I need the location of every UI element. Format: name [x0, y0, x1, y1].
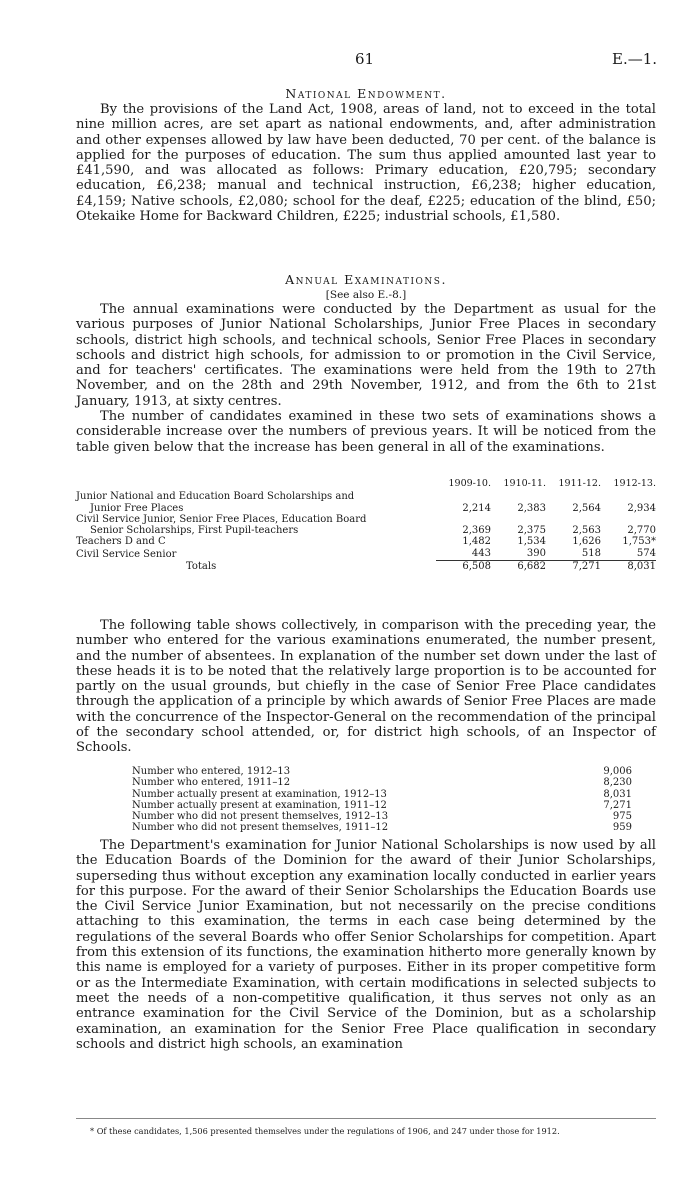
table-cell: 390	[491, 548, 546, 561]
column-header: 1912-13.	[613, 478, 656, 489]
table-cell: 2,564	[572, 502, 601, 514]
total-cell: 8,031	[627, 561, 656, 573]
stats-table-wrap	[76, 478, 656, 572]
table-row	[132, 811, 632, 822]
endowment-paragraph: By the provisions of the Land Act, 1908, areas of land, not to exceed in the total nine million acres, are set apart as national endowments, and, after administration and other expenses allowed by law have been deducted, 70 per cent. of the balance is applied for the purposes of education. The sum thus applied amounted last year to £41,590, and was allocated as follows: Primary education, £20,795; secondary education, £6,238; manual and technical instruction, £6,238; higher education, £4,159; Native schools, £2,080; school for the deaf, £225; education of the blind, £50; Otekaike Home for Backward Children, £225; industrial schools, £1,580.	[76, 102, 656, 225]
examinations-heading: Annual Examinations.	[285, 272, 447, 287]
see-also-reference: [See also E.-8.]	[325, 289, 407, 301]
candidates-by-year-table	[76, 478, 656, 572]
summary-label: Number who entered, 1911–12	[132, 777, 291, 789]
table-row	[76, 514, 656, 525]
table-row	[76, 548, 656, 561]
table-cell: 1,753*	[622, 536, 656, 548]
table-cell: 443	[436, 548, 491, 561]
totals-label: Totals	[186, 561, 217, 573]
footnote: * Of these candidates, 1,506 presented themselves under the regulations of 1906, and 247 under those for 1912.	[90, 1126, 560, 1136]
comparison-paragraph: The following table shows collectively, in comparison with the preceding year, the number who entered for the various examinations enumerated, the number present, and the number of absentees. In explanation of the number set down under the last of these heads it is to be noted that the relatively large proportion is to be accounted for partly on the usual grounds, but chiefly in the case of Senior Free Place candidates through the application of a principle by which awards of Senior Free Places are made with the concurrence of the Inspector-General on the recommendation of the principal of the secondary school attended, or, for district high schools, of an Inspector of Schools.	[76, 618, 656, 756]
summary-value: 975	[612, 811, 632, 823]
table-row	[76, 491, 656, 502]
table-cell: 2,563	[572, 525, 601, 537]
table-cell: 2,214	[462, 502, 491, 514]
total-cell: 6,682	[517, 561, 546, 573]
table-cell: 2,383	[517, 502, 546, 514]
row-label: Junior Free Places	[90, 502, 184, 514]
summary-value: 9,006	[603, 766, 632, 777]
table-row	[132, 822, 632, 833]
table-cell: 574	[601, 548, 656, 561]
column-header: 1910-11.	[503, 478, 546, 489]
summary-label: Number actually present at examination, 1912–13	[132, 788, 387, 800]
table-cell: 2,770	[627, 525, 656, 537]
summary-value: 959	[612, 822, 632, 834]
summary-label: Number who did not present themselves, 1911–12	[132, 822, 389, 834]
summary-value: 8,031	[603, 788, 632, 800]
table-cell: 1,482	[462, 536, 491, 548]
table-cell: 1,534	[517, 536, 546, 548]
comparison-section	[76, 618, 656, 756]
endowment-heading: National Endowment.	[285, 86, 447, 101]
page-reference: E.—1.	[612, 50, 658, 68]
endowment-section	[76, 86, 656, 224]
table-cell: 518	[546, 548, 601, 561]
summary-label: Number who entered, 1912–13	[132, 766, 291, 777]
table-cell: 2,934	[627, 502, 656, 514]
summary-label: Number actually present at examination, 1911–12	[132, 799, 387, 811]
examinations-section	[76, 272, 656, 455]
table-row	[76, 536, 656, 547]
table-cell: 1,626	[572, 536, 601, 548]
table-header-row	[76, 478, 656, 491]
table-row	[76, 525, 656, 536]
row-label: Senior Scholarships, First Pupil-teachers	[90, 525, 299, 537]
examinations-paragraph-2: The number of candidates examined in these two sets of examinations shows a considerable increase over the numbers of previous years. It will be noticed from the table given below that the increase has been general in all of the examinations.	[76, 409, 656, 455]
column-header: 1909-10.	[448, 478, 491, 489]
total-cell: 6,508	[462, 561, 491, 573]
candidates-summary-table	[132, 766, 632, 834]
junior-national-section	[76, 838, 656, 1052]
column-header: 1911-12.	[558, 478, 601, 489]
total-cell: 7,271	[572, 561, 601, 573]
table-cell: 2,375	[517, 525, 546, 537]
summary-value: 7,271	[603, 799, 632, 811]
candidates-summary	[76, 766, 656, 834]
examinations-paragraph-1: The annual examinations were conducted by the Department as usual for the various purposes of Junior National Scholarships, Junior Free Places in secondary schools, district high schools, and technical schools, Senior Free Places in secondary schools and district high schools, for admission to or promotion in the Civil Service, and for teachers' certificates. The examinations were held from the 19th to 27th November, and on the 28th and 29th November, 1912, and from the 6th to 21st January, 1913, at sixty centres.	[76, 302, 656, 409]
row-label: Junior National and Education Board Scholarships and	[76, 491, 355, 503]
summary-value: 8,230	[603, 777, 632, 789]
page-number: 61	[355, 50, 375, 68]
table-row	[132, 766, 632, 777]
summary-label: Number who did not present themselves, 1912–13	[132, 811, 389, 823]
table-row	[132, 789, 632, 800]
table-row	[132, 800, 632, 811]
table-row	[132, 777, 632, 788]
table-cell: 2,369	[462, 525, 491, 537]
footnote-rule	[76, 1118, 656, 1119]
row-label: Teachers D and C	[76, 536, 166, 548]
totals-row	[76, 561, 656, 573]
row-label: Civil Service Junior, Senior Free Places, Education Board	[76, 513, 367, 525]
table-row	[76, 503, 656, 514]
row-label: Civil Service Senior	[76, 549, 177, 561]
junior-national-paragraph: The Department's examination for Junior National Scholarships is now used by all the Education Boards of the Dominion for the award of their Junior Scholarships, superseding thus without exception any examination locally conducted in earlier years for this purpose. For the award of their Senior Scholarships the Education Boards use the Civil Service Junior Examination, but not necessarily on the precise conditions attaching to this examination, the terms in each case being determined by the regulations of the several Boards who offer Senior Scholarships for competition. Apart from this extension of its functions, the examination hitherto more generally known by this name is employed for a variety of purposes. Either in its proper competitive form or as the Intermediate Examination, with certain modifications in selected subjects to meet the needs of a non-competitive qualification, it thus serves not only as an entrance examination for the Civil Service of the Dominion, but as a scholarship examination, an examination for the Senior Free Place qualification in secondary schools and district high schools, an examination	[76, 838, 656, 1052]
